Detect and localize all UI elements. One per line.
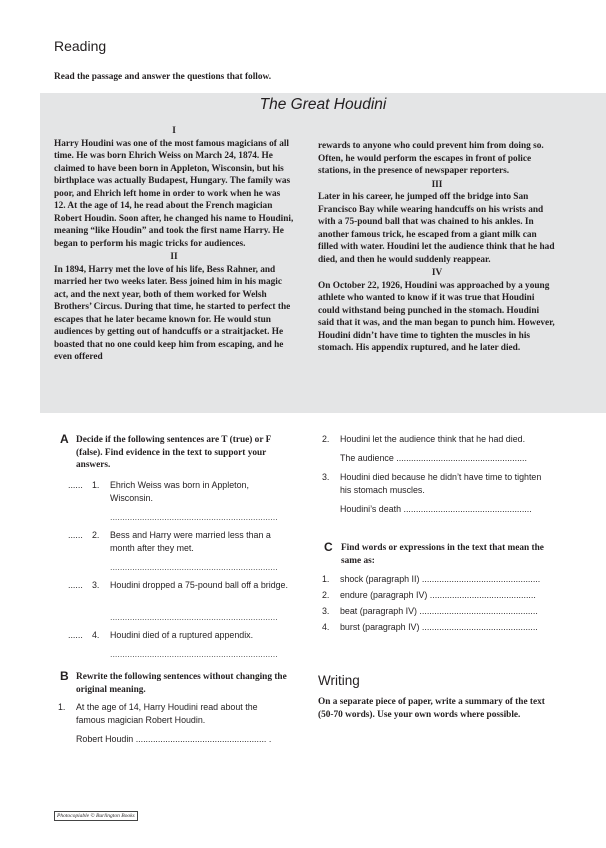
section-letter-c: C (324, 540, 333, 554)
answer-blank[interactable]: ...... (68, 480, 83, 490)
answer-line[interactable]: .................................................................... (110, 562, 278, 572)
passage-column-right (318, 140, 556, 355)
item-number: 1. (322, 574, 330, 584)
item-number: 4. (92, 630, 100, 640)
section-b-instruction: Rewrite the following sentences without changing the original meaning. (76, 672, 287, 695)
rewrite-prompt[interactable]: Robert Houdin ..................................................... . (76, 734, 272, 744)
paragraph-text: Harry Houdini was one of the most famous magicians of all time. He was born Ehrich Weiss on March 24, 1874. He claimed to have been born in Appleton, Wisconsin, but his birthplace was actually Budapest, Hungary. The family was poor, and Ehrich left home in order to work when he was 12. At the age of 14, he read about the French magician Robert Houdin. Soon after, he changed his name to Houdini, meaning “like Houdin” and took the first name Harry. He began to perform his magic tricks for audiences. (54, 138, 294, 249)
item-number: 3. (322, 472, 330, 482)
copyright-footer: Photocopiable © Burlington Books (54, 811, 138, 821)
item-number: 4. (322, 622, 330, 632)
paragraph-number: IV (431, 268, 443, 278)
statement-text: Houdini dropped a 75-pound ball off a bridge. (110, 580, 288, 590)
word-prompt[interactable]: shock (paragraph II) ................................................ (340, 574, 541, 584)
section-heading-reading: Reading (54, 38, 107, 54)
item-number: 3. (322, 606, 330, 616)
section-a-instruction: Decide if the following sentences are T (true) or F (false). Find evidence in the text to support your answers. (76, 435, 271, 470)
paragraph-text: Later in his career, he jumped off the bridge into San Francisco Bay while wearing handcuffs on his wrists and with a 75-pound ball that was chained to his ankles. In another famous trick, he escaped from a giant milk can filled with water. Houdini let the audience think that he had died, and then he would suddenly reappear. (318, 192, 555, 265)
item-number: 2. (322, 434, 330, 444)
answer-blank[interactable]: ...... (68, 530, 83, 540)
section-letter-a: A (60, 432, 69, 446)
word-prompt[interactable]: beat (paragraph IV) ................................................ (340, 606, 538, 616)
statement-text: Ehrich Weiss was born in Appleton, Wisconsin. (110, 480, 249, 503)
answer-line[interactable]: .................................................................... (110, 649, 278, 659)
answer-line[interactable]: .................................................................... (110, 612, 278, 622)
paragraph-number: I (172, 126, 176, 136)
answer-line[interactable]: .................................................................... (110, 512, 278, 522)
section-heading-writing: Writing (318, 673, 360, 688)
sentence-text: Houdini died because he didn’t have time to tighten his stomach muscles. (340, 472, 542, 495)
paragraph-number: II (170, 252, 178, 262)
passage-title: The Great Houdini (259, 96, 387, 113)
paragraph-number: III (431, 179, 443, 190)
sentence-text: Houdini let the audience think that he had died. (340, 434, 526, 444)
paragraph-text: In 1894, Harry met the love of his life, Bess Rahner, and married her two weeks later. Bess joined him in his magic act, and the next year, both of them worked for Welsh Brothers’ Circus. During that time, he started to perfect the escapes that he later became known for. He would stun audiences by getting out of handcuffs or a straitjacket. He boasted that no one could keep him from escaping, and he even offered (54, 264, 291, 362)
writing-instruction: On a separate piece of paper, write a summary of the text (50-70 words). Use your own words where possible. (318, 697, 545, 720)
item-number: 2. (322, 590, 330, 600)
word-prompt[interactable]: endure (paragraph IV) ........................................... (340, 590, 536, 600)
paragraph-text: rewards to anyone who could prevent him from doing so. Often, he would perform the escapes in front of police stations, in the presence of newspaper reporters. (318, 141, 544, 176)
item-number: 1. (58, 702, 66, 712)
statement-text: Bess and Harry were married less than a month after they met. (110, 530, 271, 553)
item-number: 1. (92, 480, 100, 490)
word-prompt[interactable]: burst (paragraph IV) ............................................... (340, 622, 538, 632)
answer-blank[interactable]: ...... (68, 630, 83, 640)
answer-blank[interactable]: ...... (68, 580, 83, 590)
rewrite-prompt[interactable]: Houdini’s death .................................................... (340, 504, 532, 514)
item-number: 3. (92, 580, 100, 590)
instructions: Read the passage and answer the questions that follow. (54, 72, 272, 82)
paragraph-text: On October 22, 1926, Houdini was approached by a young athlete who wanted to know if it was true that Houdini could withstand being punched in the stomach. Houdini said that it was, and the man began to punch him. However, Houdini didn’t have time to tighten the muscles in his stomach. His appendix ruptured, and he later died. (318, 280, 555, 353)
statement-text: Houdini died of a ruptured appendix. (110, 630, 254, 640)
rewrite-prompt[interactable]: The audience ..................................................... (340, 453, 527, 463)
item-number: 2. (92, 530, 100, 540)
section-letter-b: B (60, 669, 69, 683)
section-c-instruction: Find words or expressions in the text that mean the same as: (341, 543, 544, 566)
sentence-text: At the age of 14, Harry Houdini read about the famous magician Robert Houdin. (76, 702, 258, 725)
passage-column-left (54, 124, 294, 364)
